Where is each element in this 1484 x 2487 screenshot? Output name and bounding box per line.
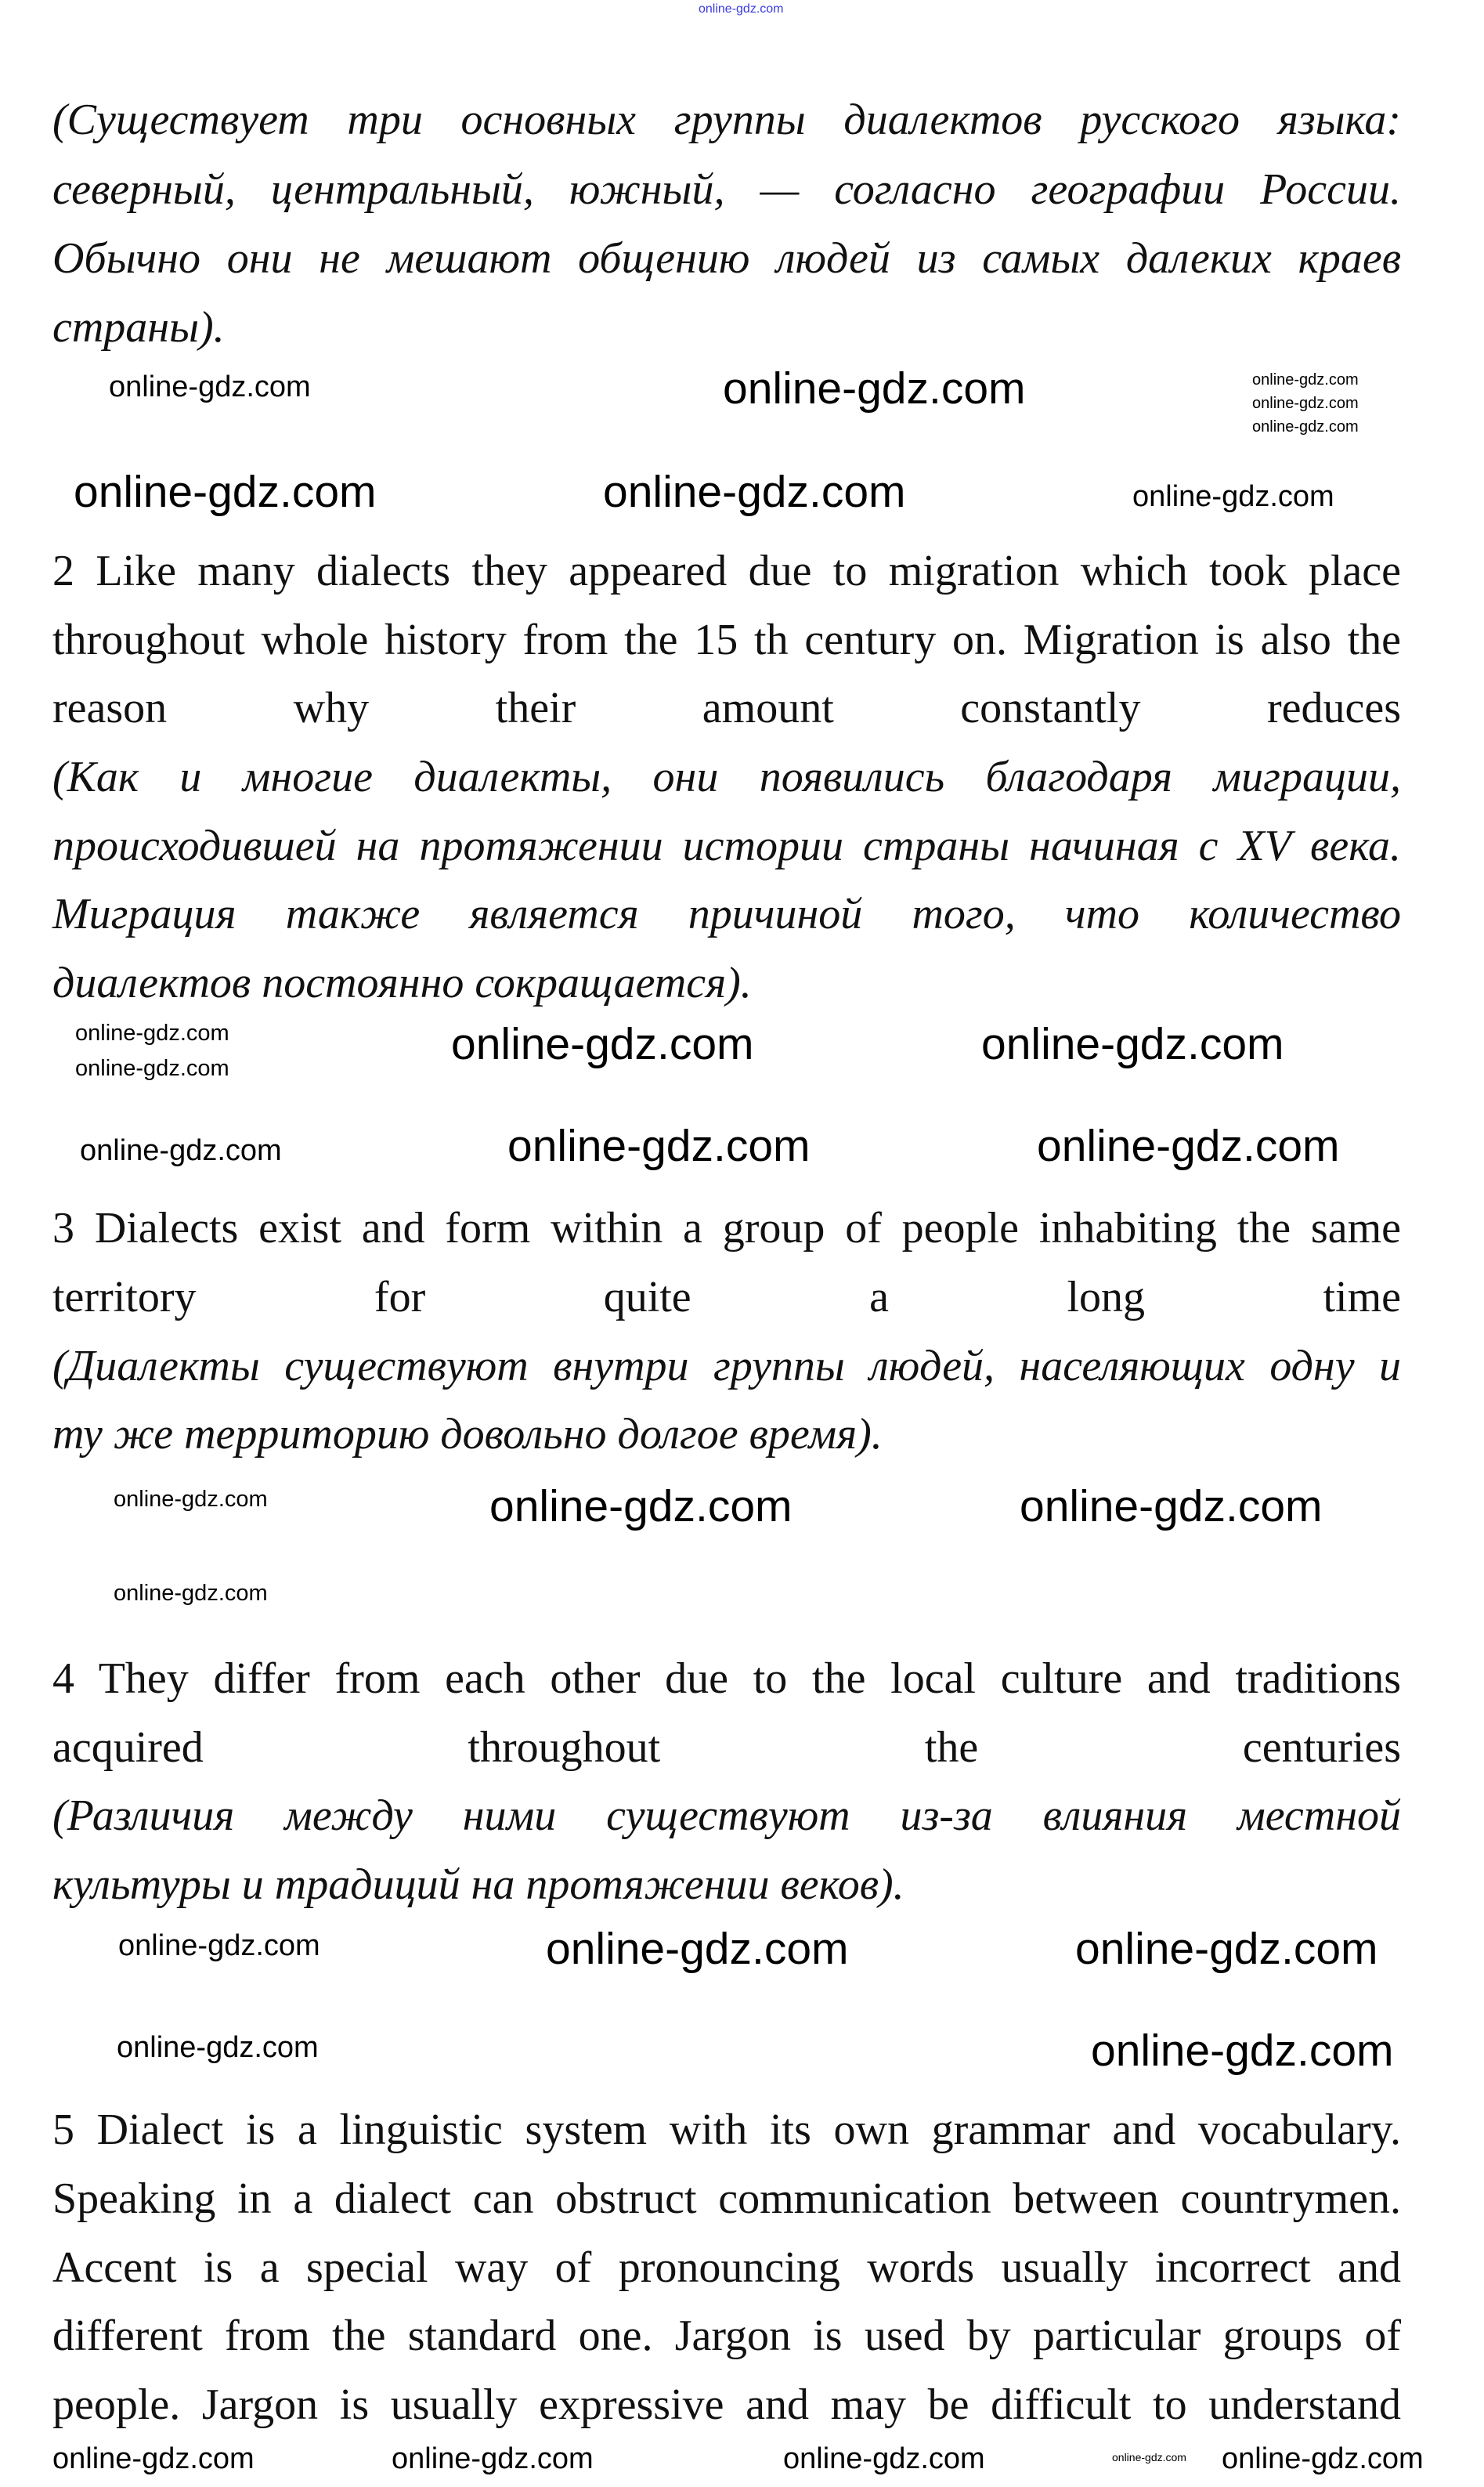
text-line: acquired throughout the centuries xyxy=(52,1723,1401,1772)
watermark: online-gdz.com xyxy=(723,363,1026,414)
watermark: online-gdz.com xyxy=(52,2442,255,2475)
watermark: online-gdz.com xyxy=(80,1134,282,1167)
text-line: 3 Dialects exist and form within a group of people inhabiting the same xyxy=(52,1204,1401,1253)
watermark: online-gdz.com xyxy=(783,2442,985,2475)
watermark: online-gdz.com xyxy=(117,2031,319,2064)
text-line: северный, центральный, южный, — согласно географии России. xyxy=(52,165,1401,214)
text-line: different from the standard one. Jargon is used by particular groups of xyxy=(52,2312,1401,2360)
text-line: (Существует три основных группы диалектов русского языка: xyxy=(52,96,1401,144)
text-line: культуры и традиций на протяжении веков). xyxy=(52,1860,904,1909)
watermark: online-gdz.com xyxy=(114,1581,268,1606)
watermark: online-gdz.com xyxy=(451,1019,754,1069)
watermark: online-gdz.com xyxy=(1075,1924,1378,1974)
watermark: online-gdz.com xyxy=(392,2442,594,2475)
text-line: 4 They differ from each other due to the local culture and traditions xyxy=(52,1654,1401,1703)
text-line: 5 Dialect is a linguistic system with its own grammar and vocabulary. xyxy=(52,2106,1401,2154)
watermark: online-gdz.com xyxy=(75,1056,229,1081)
text-line: страны). xyxy=(52,303,225,352)
text-line: throughout whole history from the 15 th century on. Migration is also the xyxy=(52,616,1401,664)
watermark: online-gdz.com xyxy=(603,467,906,517)
text-line: диалектов постоянно сокращается). xyxy=(52,959,752,1007)
watermark: online-gdz.com xyxy=(1091,2026,1394,2076)
text-line: Обычно они не мешают общению людей из самых далеких краев xyxy=(52,234,1401,283)
watermark: online-gdz.com xyxy=(1222,2442,1424,2475)
watermark: online-gdz.com xyxy=(1132,480,1334,513)
watermark: online-gdz.com xyxy=(1112,2451,1186,2464)
text-line: (Как и многие диалекты, они появились благодаря миграции, xyxy=(52,753,1401,801)
text-line: (Диалекты существуют внутри группы людей, населяющих одну и xyxy=(52,1342,1401,1390)
text-line: people. Jargon is usually expressive and may be difficult to understand xyxy=(52,2380,1401,2429)
text-line: 2 Like many dialects they appeared due to migration which took place xyxy=(52,547,1401,595)
watermark: online-gdz.com xyxy=(109,371,311,403)
watermark: online-gdz.com xyxy=(699,2,784,16)
watermark: online-gdz.com xyxy=(1020,1481,1323,1531)
text-line: Speaking in a dialect can obstruct communication between countrymen. xyxy=(52,2174,1401,2223)
watermark: online-gdz.com xyxy=(507,1121,811,1171)
watermark: online-gdz.com xyxy=(118,1929,320,1962)
watermark: online-gdz.com xyxy=(1252,418,1359,436)
text-line: Миграция также является причиной того, что количество xyxy=(52,890,1401,938)
text-line: reason why their amount constantly reduces xyxy=(52,684,1401,732)
watermark: online-gdz.com xyxy=(1252,395,1359,412)
watermark: online-gdz.com xyxy=(981,1019,1284,1069)
watermark: online-gdz.com xyxy=(114,1487,268,1512)
watermark: online-gdz.com xyxy=(1252,371,1359,389)
text-line: territory for quite a long time xyxy=(52,1273,1401,1321)
text-line: Accent is a special way of pronouncing words usually incorrect and xyxy=(52,2243,1401,2292)
watermark: online-gdz.com xyxy=(74,467,377,517)
text-line: (Различия между ними существуют из-за влияния местной xyxy=(52,1791,1401,1840)
watermark: online-gdz.com xyxy=(489,1481,793,1531)
watermark: online-gdz.com xyxy=(1037,1121,1340,1171)
text-line: ту же территорию довольно долгое время). xyxy=(52,1410,883,1459)
watermark: online-gdz.com xyxy=(546,1924,849,1974)
watermark: online-gdz.com xyxy=(75,1021,229,1046)
text-line: происходившей на протяжении истории страны начиная с XV века. xyxy=(52,822,1401,870)
